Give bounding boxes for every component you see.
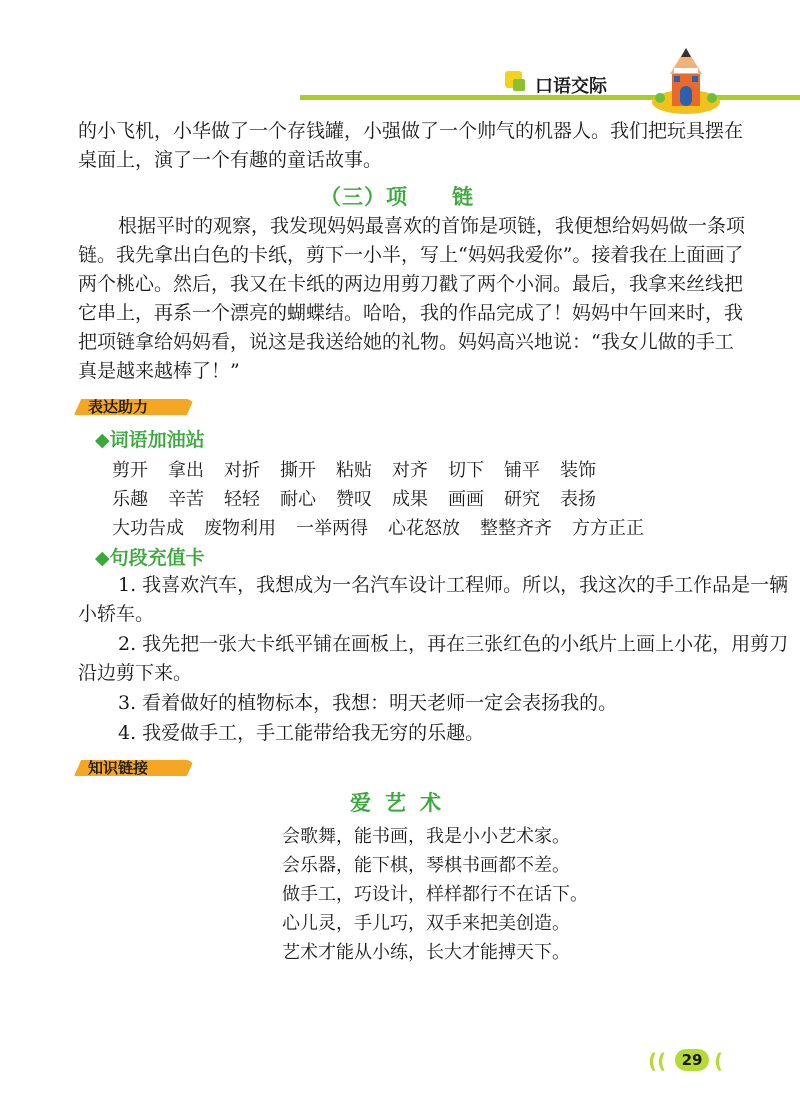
words-row-1: [112, 456, 616, 482]
poem-line: 心儿灵，手儿巧，双手来把美创造。: [282, 913, 570, 934]
words-row-2: [112, 485, 616, 511]
word: 铺平: [504, 460, 540, 481]
intro-line-1: 的小飞机，小华做了一个存钱罐，小强做了一个帅气的机器人。我们把玩具摆在: [78, 120, 744, 142]
word: 赞叹: [336, 489, 372, 510]
sentence-line: 1. 我喜欢汽车，我想成为一名汽车设计工程师。所以，我这次的手工作品是一辆: [118, 574, 789, 596]
word: 画画: [448, 489, 484, 510]
words-row-3: [112, 514, 664, 540]
word: 耐心: [280, 489, 316, 510]
poem-line: 艺术才能从小练，长大才能搏天下。: [282, 942, 570, 963]
word: 对折: [224, 460, 260, 481]
poem-title: 爱艺术: [350, 791, 455, 815]
word: 研究: [504, 489, 540, 510]
word: 整整齐齐: [480, 518, 552, 539]
word: 剪开: [112, 460, 148, 481]
section-title: （三）项 链: [320, 185, 474, 209]
word: 心花怒放: [388, 518, 460, 539]
page-number: 29: [675, 1049, 709, 1071]
word: 一举两得: [296, 518, 368, 539]
word: 切下: [448, 460, 484, 481]
word: 拿出: [168, 460, 204, 481]
word: 轻轻: [224, 489, 260, 510]
word: 大功告成: [112, 518, 184, 539]
word: 成果: [392, 489, 428, 510]
poem-line: 会歌舞，能书画，我是小小艺术家。: [282, 826, 570, 847]
word: 对齐: [392, 460, 428, 481]
header-square-icon-2: [513, 79, 525, 91]
sentence-line: 3. 看着做好的植物标本，我想：明天老师一定会表扬我的。: [118, 692, 618, 714]
word: 辛苦: [168, 489, 204, 510]
paragraph-line: 它串上，再系一个漂亮的蝴蝶结。哈哈，我的作品完成了！妈妈中午回来时，我: [78, 302, 744, 324]
word: 方方正正: [572, 518, 644, 539]
poem-line: 会乐器，能下棋，琴棋书画都不差。: [282, 855, 570, 876]
sentence-line: 小轿车。: [78, 603, 155, 625]
word: 表扬: [560, 489, 596, 510]
paragraph-line: 两个桃心。然后，我又在卡纸的两边用剪刀戳了两个小洞。最后，我拿来丝线把: [78, 273, 744, 295]
sentence-line: 2. 我先把一张大卡纸平铺在画板上，再在三张红色的小纸片上画上小花，用剪刀: [118, 633, 789, 655]
crescent-icon: (: [714, 1049, 724, 1073]
words-subtitle: ◆词语加油站: [95, 429, 205, 451]
sentence-line: 4. 我爱做手工，手工能带给我无穷的乐趣。: [118, 722, 485, 744]
sentences-subtitle: ◆句段充值卡: [95, 547, 205, 569]
word: 废物利用: [204, 518, 276, 539]
word: 撕开: [280, 460, 316, 481]
word: 粘贴: [336, 460, 372, 481]
pencil-house-icon: [650, 46, 722, 116]
paragraph-line: 真是越来越棒了！”: [78, 360, 240, 382]
word: 装饰: [560, 460, 596, 481]
intro-line-2: 桌面上，演了一个有趣的童话故事。: [78, 149, 383, 171]
header-title: 口语交际: [535, 76, 607, 97]
expression-banner: 表达助力: [74, 396, 194, 418]
word: 乐趣: [112, 489, 148, 510]
paragraph-line: 把项链拿给妈妈看，说这是我送给她的礼物。妈妈高兴地说：“我女儿做的手工: [78, 331, 734, 353]
crescent-icon: ((: [648, 1049, 667, 1073]
paragraph-line: 根据平时的观察，我发现妈妈最喜欢的首饰是项链，我便想给妈妈做一条项: [118, 215, 746, 237]
sentence-line: 沿边剪下来。: [78, 662, 193, 684]
paragraph-line: 链。我先拿出白色的卡纸，剪下一小半，写上“妈妈我爱你”。接着我在上面画了: [78, 244, 744, 266]
poem-line: 做手工，巧设计，样样都行不在话下。: [282, 884, 588, 905]
knowledge-banner: 知识链接: [74, 757, 194, 779]
